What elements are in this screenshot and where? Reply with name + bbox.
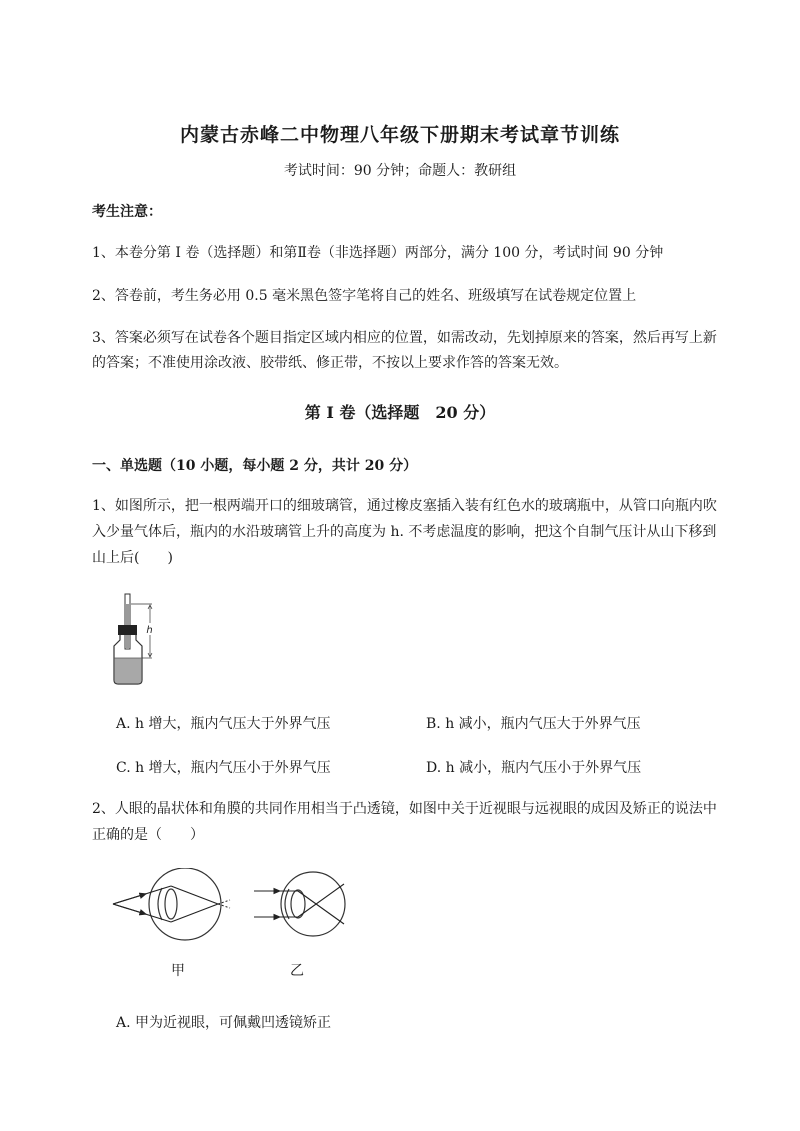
q1-option-d: D. h 减小，瓶内气压小于外界气压 xyxy=(426,760,642,776)
notice-item-1: 1、本卷分第 I 卷（选择题）和第Ⅱ卷（非选择题）两部分，满分 100 分，考试时间 90 分钟 xyxy=(92,245,664,261)
caption-yi: 乙 xyxy=(290,963,304,979)
page-title: 内蒙古赤峰二中物理八年级下册期末考试章节训练 xyxy=(179,124,620,146)
bottle-water xyxy=(115,658,142,683)
question-1-line-3: 山上后( ) xyxy=(92,550,173,566)
barometer-figure xyxy=(100,592,170,688)
notice-item-2: 2、答卷前，考生务必用 0.5 毫米黑色签字笔将自己的姓名、班级填写在试卷规定位置上 xyxy=(92,288,637,304)
eye-diagram-jia xyxy=(113,868,230,940)
question-2-line-1: 2、人眼的晶状体和角膜的共同作用相当于凸透镜，如图中关于近视眼与远视眼的成因及矫正的说法中 xyxy=(92,801,717,817)
question-1-line-2: 入少量气体后，瓶内的水沿玻璃管上升的高度为 h. 不考虑温度的影响，把这个自制气压计从山下移到 xyxy=(92,524,717,540)
caption-jia: 甲 xyxy=(171,963,185,979)
notice-item-3-line-2: 的答案；不准使用涂改液、胶带纸、修正带，不按以上要求作答的答案无效。 xyxy=(92,355,568,371)
question-1-line-1: 1、如图所示，把一根两端开口的细玻璃管，通过橡皮塞插入装有红色水的玻璃瓶中，从管口向瓶内吹 xyxy=(92,498,717,514)
exam-info: 考试时间：90 分钟；命题人：教研组 xyxy=(283,163,517,179)
rubber-stopper xyxy=(118,625,137,635)
section-title: 第 I 卷（选择题 20 分） xyxy=(304,403,496,422)
eye-diagram-yi xyxy=(254,872,345,936)
eye-diagrams-figure xyxy=(108,868,348,948)
question-2-line-2: 正确的是（ ） xyxy=(92,827,204,843)
notice-item-3-line-1: 3、答案必须写在试卷各个题目指定区域内相应的位置，如需改动，先划掉原来的答案，然后再写上新 xyxy=(92,330,717,346)
q1-option-a: A. h 增大，瓶内气压大于外界气压 xyxy=(116,716,331,732)
q2-option-a: A. 甲为近视眼，可佩戴凹透镜矫正 xyxy=(116,1015,332,1031)
part-heading: 一、单选题（10 小题，每小题 2 分，共计 20 分） xyxy=(92,458,418,474)
q1-option-b: B. h 减小，瓶内气压大于外界气压 xyxy=(426,716,641,732)
height-label: h xyxy=(146,625,153,636)
q1-option-c: C. h 增大，瓶内气压小于外界气压 xyxy=(116,760,331,776)
notice-heading: 考生注意： xyxy=(92,204,162,220)
